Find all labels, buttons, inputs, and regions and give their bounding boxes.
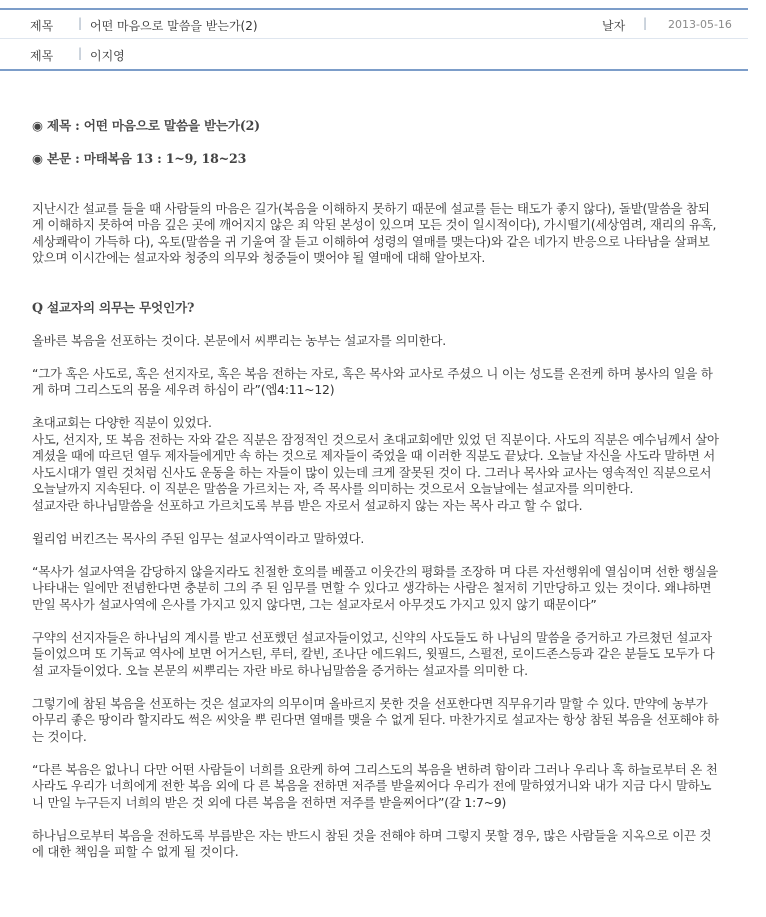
quote-paragraph: “목사가 설교사역을 감당하지 않을지라도 친절한 호의를 베풀고 이웃간의 평화를 조장하 며 다른 자선행위에 열심이며 선한 행실을 나타내는 일에만 전념한다면 충분히 그의 주 된 임무를 면할 수 있다고 생각하는 사람은 철저히 기만당하고 있는 것이다. 왜냐하면 만일 목사가 설교사역에 은사를 가지고 있지 않다면, 그는 설교자로서 아무것도 가지고 있지 않기 때문이다”	[32, 563, 719, 612]
sermon-title-heading: ◉ 제목 : 어떤 마음으로 말씀을 받는가(2)	[32, 118, 260, 133]
post-title: 어떤 마음으로 말씀을 받는가(2)	[90, 19, 258, 33]
post-author: 이지영	[90, 49, 125, 63]
scripture-quote: “다른 복음은 없나니 다만 어떤 사람들이 너희를 요란케 하여 그리스도의 복음을 변하려 함이라 그러나 우리나 혹 하늘로부터 온 천사라도 우리가 너희에게 전한 복음 외에 다 른 복음을 전하면 저주를 받을찌어다 우리가 전에 말하였거니와 내가 지금 다시 말하노 니 만일 누구든지 너희의 받은 것 외에 다른 복음을 전하면 저주를 받을찌어다”(갈 1:7~9)	[32, 761, 718, 810]
body-paragraph: 그렇기에 참된 복음을 선포하는 것은 설교자의 의무이며 올바르지 못한 것을 선포한다면 직무유기라 말할 수 있다. 만약에 농부가 아무리 좋은 땅이라 할지라도 썩은 씨앗을 뿌 린다면 열매를 맺을 수 없게 된다. 마찬가지로 설교자는 항상 참된 복음을 선포해야 하 는 것이다.	[32, 695, 719, 744]
body-paragraph: 초대교회는 다양한 직분이 있었다. 사도, 선지자, 또 복음 전하는 자와 같은 직분은 잠정적인 것으로서 초대교회에만 있었 던 직분이다. 사도의 직분은 예수님께서 살아계셨을 때에 따르던 열두 제자들에게만 속 하는 것으로 제자들이 죽었을 때 이러한 직분도 끝났다. 오늘날 자신을 사도라 말하면 서 사도시대가 열린 것처럼 신사도 운동을 하는 자들이 많이 있는데 크게 잘못된 것이 다. 그러나 목사와 교사는 영속적인 직분으로서 오늘날까지 지속된다. 이 직분은 말씀을 가르치는 자, 즉 목사를 의미하는 것으로서 오늘날에는 설교자를 의미한다. 설교자란 하나님말씀을 선포하고 가르치도록 부름 받은 자로서 설교하지 않는 자는 목사 라고 할 수 없다.	[32, 415, 719, 513]
body-paragraph: 구약의 선지자들은 하나님의 계시를 받고 선포했던 설교자들이었고, 신약의 사도들도 하 나님의 말씀을 증거하고 가르쳤던 설교자들이었으며 또 기독교 역사에 보면 어거스틴, 루터, 칼빈, 조나단 에드워드, 윗필드, 스펄전, 로이드존스등과 같은 분들도 모두가 다 설 교자들이었다. 오늘 본문의 씨뿌리는 자란 바로 하나님말씀을 증거하는 설교자를 의미한 다.	[32, 629, 715, 678]
author-separator: |	[78, 46, 83, 60]
date-label: 날자	[602, 19, 626, 33]
section-question-heading: Q 설교자의 의무는 무엇인가?	[32, 299, 195, 315]
scripture-quote: “그가 혹은 사도로, 혹은 선지자로, 혹은 복음 전하는 자로, 혹은 목사와 교사로 주셨으 니 이는 성도를 온전케 하며 봉사의 일을 하게 하며 그리스도의 몸을 세우려 하심이 라”(엡4:11~12)	[32, 365, 713, 397]
body-paragraph: 올바른 복음을 선포하는 것이다. 본문에서 씨뿌리는 농부는 설교자를 의미한다.	[32, 332, 447, 348]
post-date: 2013-05-16	[668, 18, 732, 31]
author-label: 제목	[30, 49, 54, 63]
title-separator: |	[78, 16, 83, 30]
body-paragraph: 지난시간 설교를 들을 때 사람들의 마음은 길가(복음을 이해하지 못하기 때문에 설교를 듣는 태도가 좋지 않다), 돌밭(말씀을 참되게 이해하지 못하여 마음 깊은 곳에 깨어지지 않은 죄 악된 본성이 있으며 모든 것이 일시적이다), 가시떨기(세상염려, 재리의 유혹, 세상쾌락이 가득하 다), 옥토(말씀을 귀 기울여 잘 듣고 이해하여 성령의 열매를 맺는다)와 같은 네가지 반응으로 나타남을 살펴보았으며 이시간에는 설교자와 청중의 의무와 청중들이 맺어야 될 열매에 대해 알아보자.	[32, 200, 717, 265]
scripture-heading: ◉ 본문 : 마태복음 13 : 1~9, 18~23	[32, 151, 247, 166]
header-row-author	[0, 39, 748, 69]
body-paragraph: 윌리엄 버킨즈는 목사의 주된 임무는 설교사역이라고 말하였다.	[32, 530, 365, 546]
body-paragraph: 하나님으로부터 복음을 전하도록 부름받은 자는 반드시 참된 것을 전해야 하며 그렇지 못할 경우, 많은 사람들을 지옥으로 이끈 것에 대한 책임을 피할 수 없게 될 것이다.	[32, 827, 712, 859]
date-separator: |	[643, 16, 648, 30]
post-body	[32, 118, 720, 861]
header-row-title	[0, 9, 748, 39]
title-label: 제목	[30, 19, 54, 33]
header-bottom-rule	[0, 69, 748, 71]
